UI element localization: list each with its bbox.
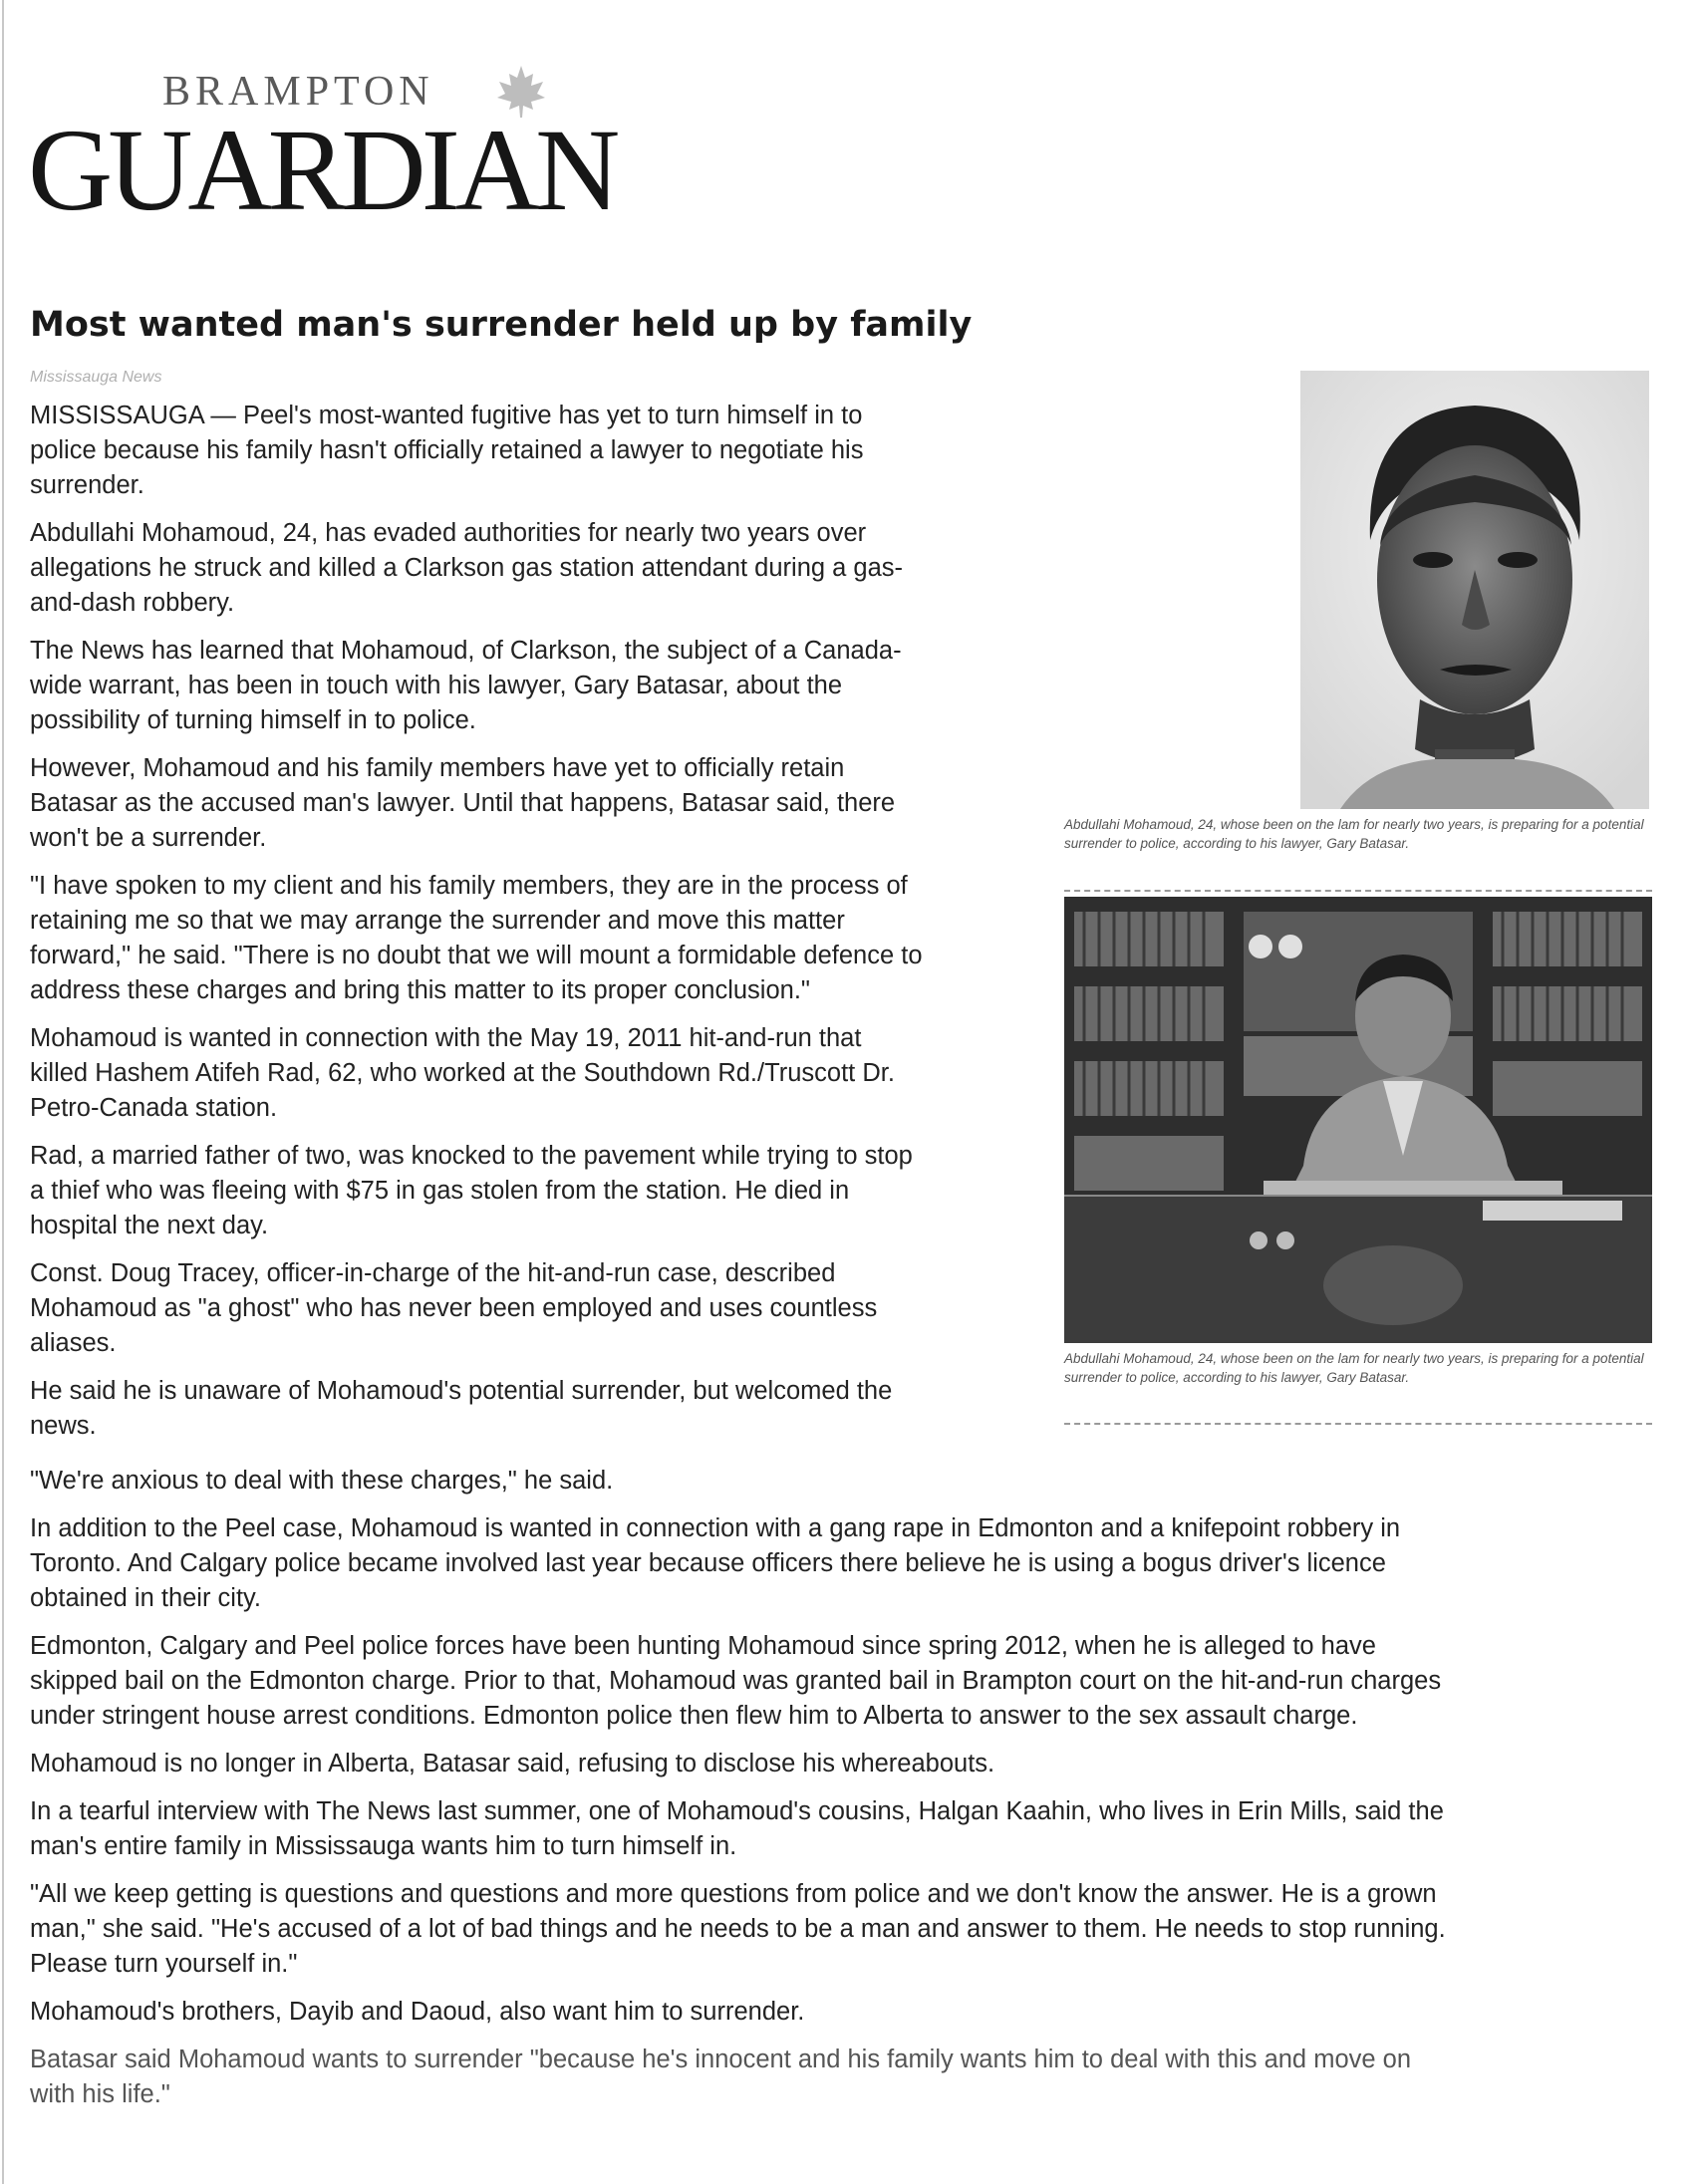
paragraph: Rad, a married father of two, was knocked to the pavement while trying to stop a thief who was fleeing with $75 in gas stolen from the station. He died in hospital the next day.: [30, 1142, 913, 1239]
paragraph: Edmonton, Calgary and Peel police forces have been hunting Mohamoud since spring 2012, when he is alleged to have skipped bail on the Edmonton charge. Prior to that, Mohamoud was granted bail in Brampton court on the hit-and-run charges under stringent house arrest conditions. Edmonton police then flew him to Alberta to answer to the sex assault charge.: [30, 1632, 1442, 1730]
article-body-full: [30, 1464, 1644, 2125]
article-headline: Most wanted man's surrender held up by family: [30, 305, 973, 345]
caption-divider: [1064, 890, 1652, 892]
paragraph: Mohamoud's brothers, Dayib and Daoud, also want him to surrender.: [30, 1998, 805, 2026]
article-source: Mississauga News: [30, 369, 162, 386]
photo-caption: Abdullahi Mohamoud, 24, whose been on the lam for nearly two years, is preparing for a potential surrender to police, according to his lawyer, Gary Batasar.: [1064, 1351, 1644, 1385]
paragraph: "We're anxious to deal with these charges," he said.: [30, 1467, 614, 1495]
paragraph: "I have spoken to my client and his family members, they are in the process of retaining me so that we may arrange the surrender and move this matter forward," he said. "There is no doubt that we will mount a formidable defence to address these charges and bring this matter to its proper conclusion.": [30, 872, 923, 1004]
paragraph: Abdullahi Mohamoud, 24, has evaded authorities for nearly two years over allegations he struck and killed a Clarkson gas station attendant during a gas- and-dash robbery.: [30, 519, 904, 617]
paragraph: Mohamoud is wanted in connection with the May 19, 2011 hit-and-run that killed Hashem Atifeh Rad, 62, who worked at the Southdown Rd./Truscott Dr. Petro-Canada station.: [30, 1024, 895, 1122]
masthead: [28, 62, 626, 235]
left-margin-rule: [2, 0, 4, 2184]
paragraph: The News has learned that Mohamoud, of Clarkson, the subject of a Canada- wide warrant, has been in touch with his lawyer, Gary Batasar, about the possibility of turning himself in to police.: [30, 637, 902, 734]
paragraph: In addition to the Peel case, Mohamoud is wanted in connection with a gang rape in Edmonton and a knifepoint robbery in Toronto. And Calgary police became involved last year because officers there believe he is using a bogus driver's licence obtained in their city.: [30, 1514, 1401, 1612]
paragraph: MISSISSAUGA — Peel's most-wanted fugitive has yet to turn himself in to police because his family hasn't officially retained a lawyer to negotiate his surrender.: [30, 402, 864, 499]
paragraph: "All we keep getting is questions and questions and more questions from police and we don't know the answer. He is a grown man," she said. "He's accused of a lot of bad things and he needs to be a man and answer to them. He needs to stop running. Please turn yourself in.": [30, 1880, 1446, 1978]
masthead-guardian: GUARDIAN: [28, 105, 616, 235]
paragraph: However, Mohamoud and his family members have yet to officially retain Batasar as the accused man's lawyer. Until that happens, Batasar said, there won't be a surrender.: [30, 754, 896, 852]
masthead-brampton: BRAMPTON: [162, 69, 434, 115]
paragraph: In a tearful interview with The News last summer, one of Mohamoud's cousins, Halgan Kaahin, who lives in Erin Mills, said the man's entire family in Mississauga wants him to turn himself in.: [30, 1797, 1444, 1860]
caption-divider: [1064, 1423, 1652, 1425]
paragraph: He said he is unaware of Mohamoud's potential surrender, but welcomed the news.: [30, 1377, 893, 1440]
lawyer-photo: [1064, 897, 1652, 1343]
paragraph: Mohamoud is no longer in Alberta, Batasar said, refusing to disclose his whereabouts.: [30, 1750, 995, 1777]
paragraph: Const. Doug Tracey, officer-in-charge of the hit-and-run case, described Mohamoud as "a ghost" who has never been employed and uses countless aliases.: [30, 1259, 878, 1357]
mugshot-photo: [1300, 371, 1649, 809]
paragraph: Batasar said Mohamoud wants to surrender "because he's innocent and his family wants him to deal with this and move on with his life.": [30, 2046, 1412, 2108]
article-body-column: [30, 399, 1056, 1457]
photo-caption: Abdullahi Mohamoud, 24, whose been on the lam for nearly two years, is preparing for a potential surrender to police, according to his lawyer, Gary Batasar.: [1064, 817, 1644, 851]
